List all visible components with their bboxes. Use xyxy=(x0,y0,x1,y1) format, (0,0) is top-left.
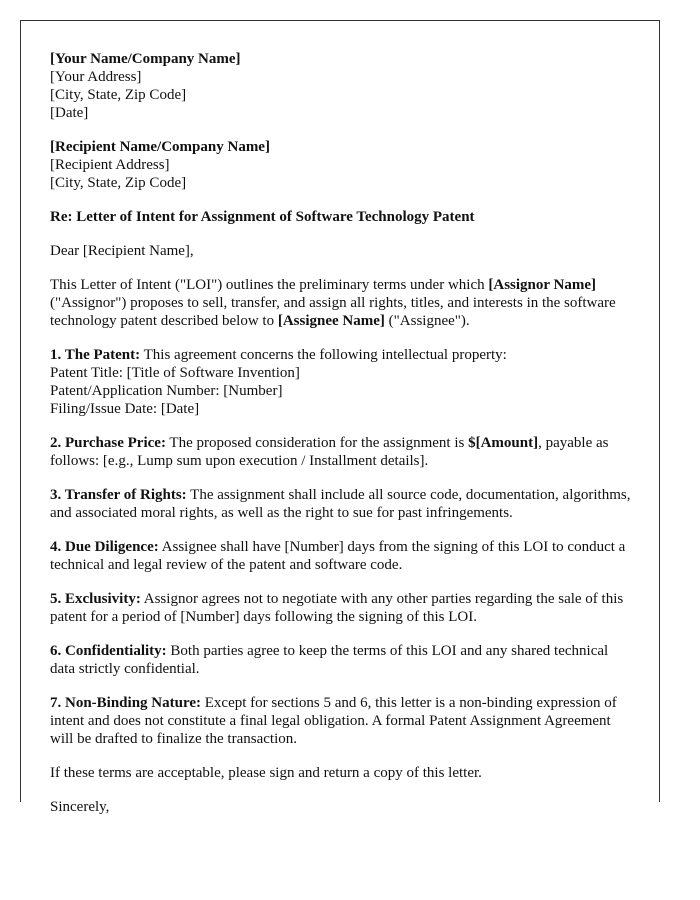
letter-page xyxy=(20,20,660,815)
section-patent-text: This agreement concerns the following intellectual property: xyxy=(140,347,507,363)
recipient-city: [City, State, Zip Code] xyxy=(50,175,187,191)
patent-number-line: Patent/Application Number: [Number] xyxy=(50,383,283,399)
recipient-block xyxy=(50,138,635,192)
section-nonbinding xyxy=(50,694,635,748)
section-exclusivity xyxy=(50,590,635,626)
intro-text-2: ("Assignor") proposes to sell, transfer, and assign all rights, titles, and interests in the software technology patent described below to xyxy=(50,295,616,329)
sender-city: [City, State, Zip Code] xyxy=(50,87,187,103)
section-diligence-heading: 4. Due Diligence: xyxy=(50,539,159,555)
section-patent-heading: 1. The Patent: xyxy=(50,347,141,363)
salutation: Dear [Recipient Name], xyxy=(50,243,194,259)
section-diligence xyxy=(50,538,635,574)
section-rights xyxy=(50,486,635,522)
subject-text: Re: Letter of Intent for Assignment of Software Technology Patent xyxy=(50,209,475,225)
section-diligence-text: Assignee shall have [Number] days from the signing of this LOI to conduct a technical and legal review of the patent and software code. xyxy=(50,539,626,573)
section-price-text-2: , payable as follows: [e.g., Lump sum upon execution / Installment details]. xyxy=(50,435,609,469)
closing-request: If these terms are acceptable, please sign and return a copy of this letter. xyxy=(50,765,482,781)
section-nonbinding-heading: 7. Non-Binding Nature: xyxy=(50,695,201,711)
section-rights-heading: 3. Transfer of Rights: xyxy=(50,487,187,503)
assignee-name: [Assignee Name] xyxy=(277,313,385,329)
patent-date-line: Filing/Issue Date: [Date] xyxy=(50,401,200,417)
intro-text-1: This Letter of Intent ("LOI") outlines the preliminary terms under which xyxy=(50,277,489,293)
section-nonbinding-text: Except for sections 5 and 6, this letter is a non-binding expression of intent and does not constitute a final legal obligation. A formal Patent Assignment Agreement will be drafted to finalize the transaction. xyxy=(50,695,617,747)
intro-paragraph xyxy=(50,276,635,330)
patent-title-line: Patent Title: [Title of Software Invention] xyxy=(50,365,300,381)
section-confidentiality-text: Both parties agree to keep the terms of this LOI and any shared technical data strictly confidential. xyxy=(50,643,609,677)
sender-name: [Your Name/Company Name] xyxy=(50,51,241,67)
letter-content xyxy=(50,50,635,832)
subject-line xyxy=(50,208,635,226)
section-price-text-1: The proposed consideration for the assignment is xyxy=(165,435,469,451)
section-price-heading: 2. Purchase Price: xyxy=(50,435,166,451)
section-price xyxy=(50,434,635,470)
section-exclusivity-heading: 5. Exclusivity: xyxy=(50,591,141,607)
price-amount: $[Amount] xyxy=(468,435,539,451)
sender-block xyxy=(50,50,635,122)
assignor-name: [Assignor Name] xyxy=(488,277,597,293)
sender-address: [Your Address] xyxy=(50,69,142,85)
section-confidentiality xyxy=(50,642,635,678)
letter-date: [Date] xyxy=(50,105,89,121)
signoff: Sincerely, xyxy=(50,799,110,815)
section-confidentiality-heading: 6. Confidentiality: xyxy=(50,643,167,659)
recipient-address: [Recipient Address] xyxy=(50,157,170,173)
intro-text-3: ("Assignee"). xyxy=(384,313,470,329)
section-rights-text: The assignment shall include all source code, documentation, algorithms, and associated moral rights, as well as the right to sue for past infringements. xyxy=(50,487,631,521)
section-exclusivity-text: Assignor agrees not to negotiate with any other parties regarding the sale of this patent for a period of [Number] days following the signing of this LOI. xyxy=(50,591,624,625)
recipient-name: [Recipient Name/Company Name] xyxy=(50,139,270,155)
section-patent xyxy=(50,346,635,418)
